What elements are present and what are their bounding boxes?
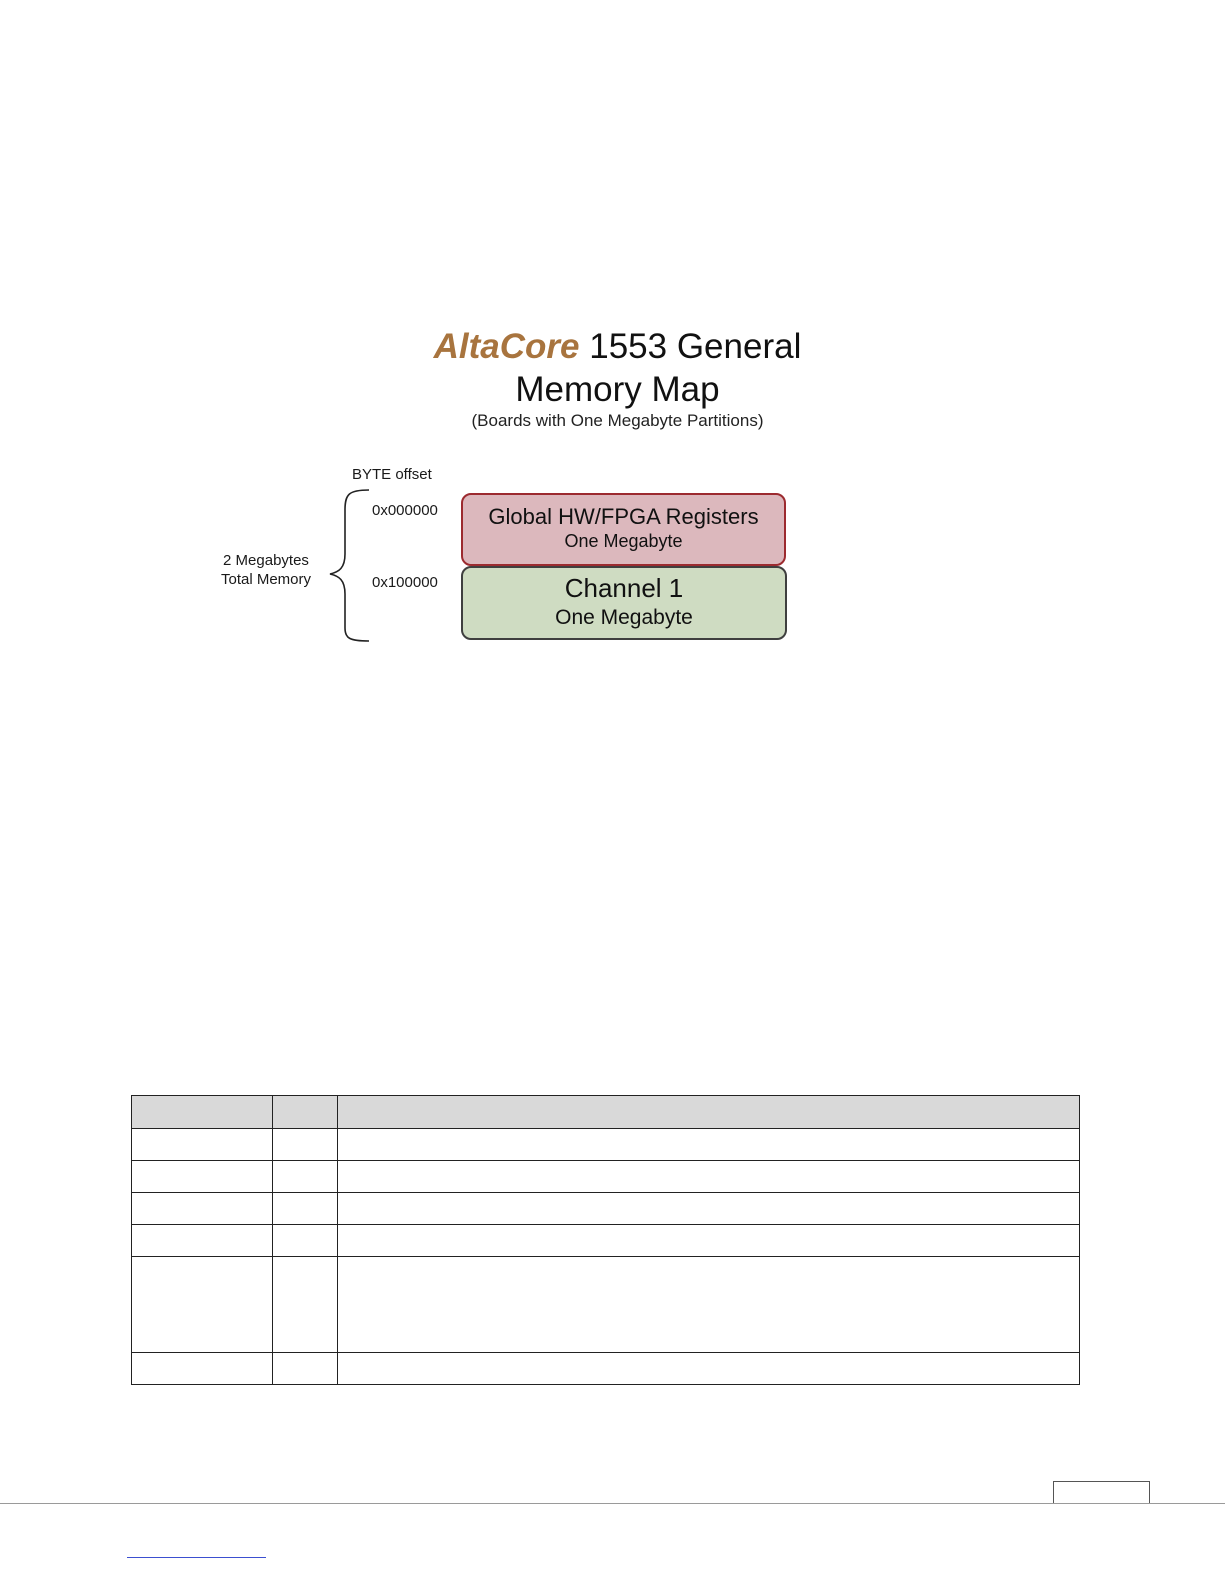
table-header-cell bbox=[338, 1096, 1080, 1129]
table-cell bbox=[273, 1225, 338, 1257]
table-cell bbox=[273, 1353, 338, 1385]
channel-1-block bbox=[461, 566, 787, 640]
byte-offset-label: BYTE offset bbox=[352, 466, 432, 483]
memory-map-diagram bbox=[0, 0, 1225, 700]
table-row bbox=[132, 1353, 1080, 1385]
total-memory-caption: Total Memory bbox=[220, 571, 312, 588]
global-registers-block bbox=[461, 493, 786, 566]
table-cell bbox=[338, 1161, 1080, 1193]
table-cell bbox=[338, 1129, 1080, 1161]
table-cell bbox=[273, 1129, 338, 1161]
total-memory-label bbox=[212, 551, 320, 589]
block-size: One Megabyte bbox=[555, 606, 693, 629]
block-title: Channel 1 bbox=[564, 573, 684, 603]
diagram-title-line-1 bbox=[0, 327, 1225, 367]
total-memory-size: 2 Megabytes bbox=[223, 552, 309, 569]
diagram-subtitle: (Boards with One Megabyte Partitions) bbox=[471, 411, 764, 430]
block-title: Global HW/FPGA Registers bbox=[488, 504, 759, 529]
page-number-tab bbox=[1053, 1481, 1150, 1504]
diagram-title-line-2: Memory Map bbox=[515, 370, 720, 409]
footer-link-underline[interactable] bbox=[127, 1557, 266, 1558]
table-cell bbox=[273, 1193, 338, 1225]
table-cell bbox=[132, 1129, 273, 1161]
title-text: 1553 General bbox=[579, 327, 802, 366]
offset-address-global: 0x000000 bbox=[372, 502, 438, 519]
table-cell bbox=[132, 1353, 273, 1385]
curly-brace bbox=[325, 488, 375, 644]
table-row bbox=[132, 1257, 1080, 1353]
table-header-cell bbox=[273, 1096, 338, 1129]
table-row bbox=[132, 1225, 1080, 1257]
table-cell bbox=[338, 1193, 1080, 1225]
table-cell bbox=[132, 1193, 273, 1225]
block-size: One Megabyte bbox=[564, 531, 683, 551]
brand-name: AltaCore bbox=[433, 327, 580, 366]
table-row bbox=[132, 1161, 1080, 1193]
footer-divider bbox=[0, 1503, 1225, 1504]
table-cell bbox=[338, 1353, 1080, 1385]
table-cell bbox=[273, 1161, 338, 1193]
table-cell bbox=[338, 1225, 1080, 1257]
table-cell bbox=[132, 1257, 273, 1353]
table-row bbox=[132, 1193, 1080, 1225]
table-header-row bbox=[132, 1096, 1080, 1129]
table-cell bbox=[338, 1257, 1080, 1353]
offset-address-channel-1: 0x100000 bbox=[372, 574, 438, 591]
register-table bbox=[131, 1095, 1080, 1385]
table-row bbox=[132, 1129, 1080, 1161]
table-cell bbox=[132, 1225, 273, 1257]
table-cell bbox=[273, 1257, 338, 1353]
table-cell bbox=[132, 1161, 273, 1193]
table-header-cell bbox=[132, 1096, 273, 1129]
